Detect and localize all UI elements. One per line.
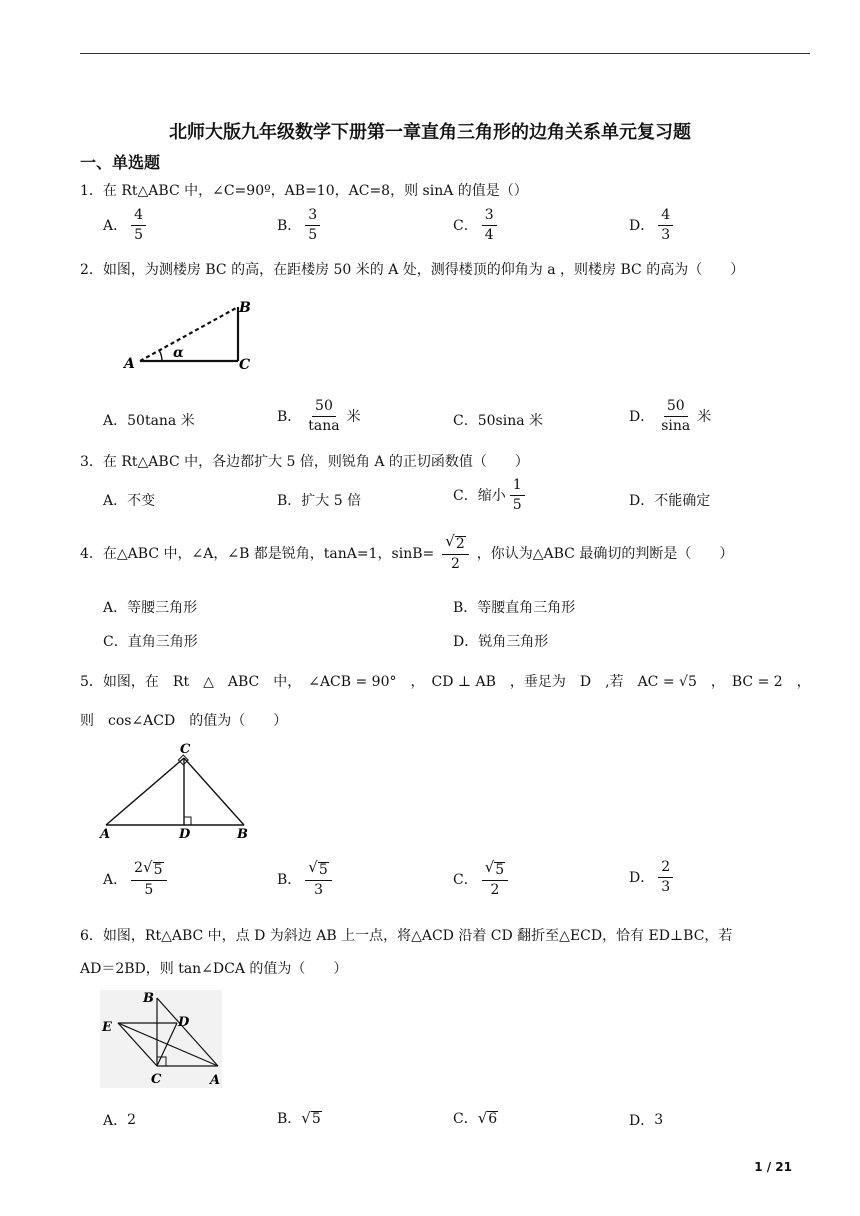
segment-cb xyxy=(184,758,244,825)
option-text: 不能确定 xyxy=(654,493,711,509)
q6-figure xyxy=(100,990,222,1088)
option-label: A． xyxy=(103,493,128,509)
q6-option-b[interactable] xyxy=(277,1108,322,1128)
header-rule xyxy=(80,53,810,54)
stem-text: ，你认为△ABC 最确切的判断是（ ） xyxy=(476,546,734,563)
q2-option-c[interactable] xyxy=(453,410,543,430)
label-b: B xyxy=(237,827,248,842)
angle-arc xyxy=(159,350,162,361)
segment-ac xyxy=(106,758,184,825)
label-d: D xyxy=(179,827,191,842)
label-d: D xyxy=(178,1015,190,1030)
q4-option-d[interactable] xyxy=(453,631,548,651)
unit: 米 xyxy=(346,409,361,426)
option-label: C． xyxy=(103,634,128,650)
q5-option-b[interactable] xyxy=(277,860,336,898)
option-text: 直角三角形 xyxy=(127,634,198,650)
q4-option-a[interactable] xyxy=(103,597,197,617)
option-label: C． xyxy=(453,218,478,235)
option-text: 等腰直角三角形 xyxy=(477,600,576,616)
q2-figure xyxy=(118,292,258,376)
option-text: 2 xyxy=(127,1112,137,1128)
page-title: 北师大版九年级数学下册第一章直角三角形的边角关系单元复习题 xyxy=(169,122,691,143)
fraction: $\frac{2}{3}$ xyxy=(658,860,673,894)
option-text: 等腰三角形 xyxy=(127,600,198,616)
sqrt: √ 6 xyxy=(477,1108,498,1127)
q2-option-a[interactable] xyxy=(103,410,195,430)
q5-figure xyxy=(98,738,254,842)
option-label: A． xyxy=(103,218,128,235)
q3-option-d[interactable] xyxy=(629,490,710,510)
option-text: 3 xyxy=(654,1112,664,1128)
q2-option-b[interactable] xyxy=(277,399,361,433)
option-label: A． xyxy=(103,413,128,429)
label-b: B xyxy=(143,991,154,1006)
fraction: $\frac{4}{5}$ xyxy=(131,208,146,242)
q6-option-d[interactable] xyxy=(629,1110,663,1130)
option-label: D． xyxy=(629,870,655,887)
q1-option-c[interactable] xyxy=(453,208,501,242)
question-4-stem xyxy=(80,534,733,572)
question-2-stem: 2．如图，为测楼房 BC 的高，在距楼房 50 米的 A 处，测得楼顶的仰角为 a ，则楼房 BC 的高为（ ） xyxy=(80,262,745,278)
option-label: D． xyxy=(453,634,479,650)
option-text: 锐角三角形 xyxy=(478,634,549,650)
q5-option-a[interactable] xyxy=(103,860,171,898)
option-label: B． xyxy=(453,600,478,616)
option-label: B． xyxy=(277,872,302,889)
option-text: 不变 xyxy=(127,493,156,509)
q3-option-b[interactable] xyxy=(277,490,361,510)
label-e: E xyxy=(102,1020,112,1035)
label-c: C xyxy=(151,1072,162,1087)
label-a: A xyxy=(210,1073,221,1088)
option-label: B． xyxy=(277,493,302,509)
option-label: C． xyxy=(453,872,478,889)
option-label: B． xyxy=(277,409,302,426)
q5-option-c[interactable] xyxy=(453,860,512,898)
sqrt: √ 5 xyxy=(301,1108,321,1127)
question-5-stem-line2: 则 cos∠ACD 的值为（ ） xyxy=(80,713,288,729)
fraction: $\frac{4}{3}$ xyxy=(658,208,673,242)
option-label: C． xyxy=(453,1111,478,1127)
label-c: C xyxy=(180,742,191,757)
option-label: A． xyxy=(103,600,128,616)
fraction: $\frac{50}{\sin a}$ xyxy=(661,398,691,434)
q3-option-a[interactable] xyxy=(103,490,155,510)
fraction: 2 √ 5 5 xyxy=(131,860,166,898)
q6-option-a[interactable] xyxy=(103,1110,136,1130)
stem-text: 4．在△ABC 中，∠A，∠B 都是锐角，tanA=1，sinB= xyxy=(80,546,435,563)
q4-option-c[interactable] xyxy=(103,631,198,651)
question-5-stem-line1: 5．如图，在 Rt △ ABC 中， ∠ACB = 90° ， CD ⊥ AB ，垂足为 D ,若 AC = √5 ， BC = 2 ， xyxy=(80,674,811,690)
page-number: 1 / 21 xyxy=(754,1160,792,1174)
label-a: A xyxy=(124,356,135,372)
label-b: B xyxy=(239,300,251,316)
q3-option-c[interactable] xyxy=(453,478,529,512)
option-text: 扩大 5 倍 xyxy=(301,493,362,509)
q1-option-d[interactable] xyxy=(629,208,677,242)
option-label: C． xyxy=(453,413,478,429)
option-text: 缩小 xyxy=(477,488,506,505)
fraction: $\frac{3}{4}$ xyxy=(482,208,497,242)
right-angle-mark xyxy=(184,817,191,825)
option-label: D． xyxy=(629,1113,655,1129)
option-label: D． xyxy=(629,493,655,509)
fraction: √ 5 3 xyxy=(305,860,331,898)
option-label: D． xyxy=(629,218,655,235)
fraction: $\frac{3}{5}$ xyxy=(305,208,320,242)
option-label: B． xyxy=(277,1111,302,1127)
q4-option-b[interactable] xyxy=(453,597,575,617)
question-3-stem: 3．在 Rt△ABC 中，各边都扩大 5 倍，则锐角 A 的正切函数值（ ） xyxy=(80,454,529,470)
question-6-stem-line1: 6．如图，Rt△ABC 中，点 D 为斜边 AB 上一点，将△ACD 沿着 CD 翻折至△ECD，恰有 ED⊥BC，若 xyxy=(80,928,733,944)
segment-ab-dashed xyxy=(140,307,238,361)
label-a: A xyxy=(100,827,111,842)
option-label: A． xyxy=(103,872,128,889)
q6-option-c[interactable] xyxy=(453,1108,498,1128)
option-label: D． xyxy=(629,409,655,426)
fraction: $\frac{1}{5}$ xyxy=(510,478,525,512)
label-alpha: α xyxy=(173,345,184,361)
option-label: A． xyxy=(103,1113,128,1129)
question-6-stem-line2: AD＝2BD，则 tan∠DCA 的值为（ ） xyxy=(80,961,348,977)
option-text: 50tana 米 xyxy=(127,413,195,429)
unit: 米 xyxy=(697,409,712,426)
option-label: B． xyxy=(277,218,302,235)
q5-option-d[interactable] xyxy=(629,860,677,894)
option-text: 50sina 米 xyxy=(477,413,544,429)
fraction: $\frac{50}{\tan a}$ xyxy=(308,398,340,434)
fraction: √ 2 2 xyxy=(442,534,468,572)
question-1-stem: 1．在 Rt△ABC 中，∠C=90º，AB=10，AC=8，则 sinA 的值是（） xyxy=(80,183,528,199)
label-c: C xyxy=(239,357,251,373)
fraction: √ 5 2 xyxy=(482,860,508,898)
option-label: C． xyxy=(453,488,478,505)
q1-option-a[interactable] xyxy=(103,208,150,242)
q1-option-b[interactable] xyxy=(277,208,324,242)
section-heading: 一、单选题 xyxy=(80,153,161,172)
q2-option-d[interactable] xyxy=(629,399,711,433)
